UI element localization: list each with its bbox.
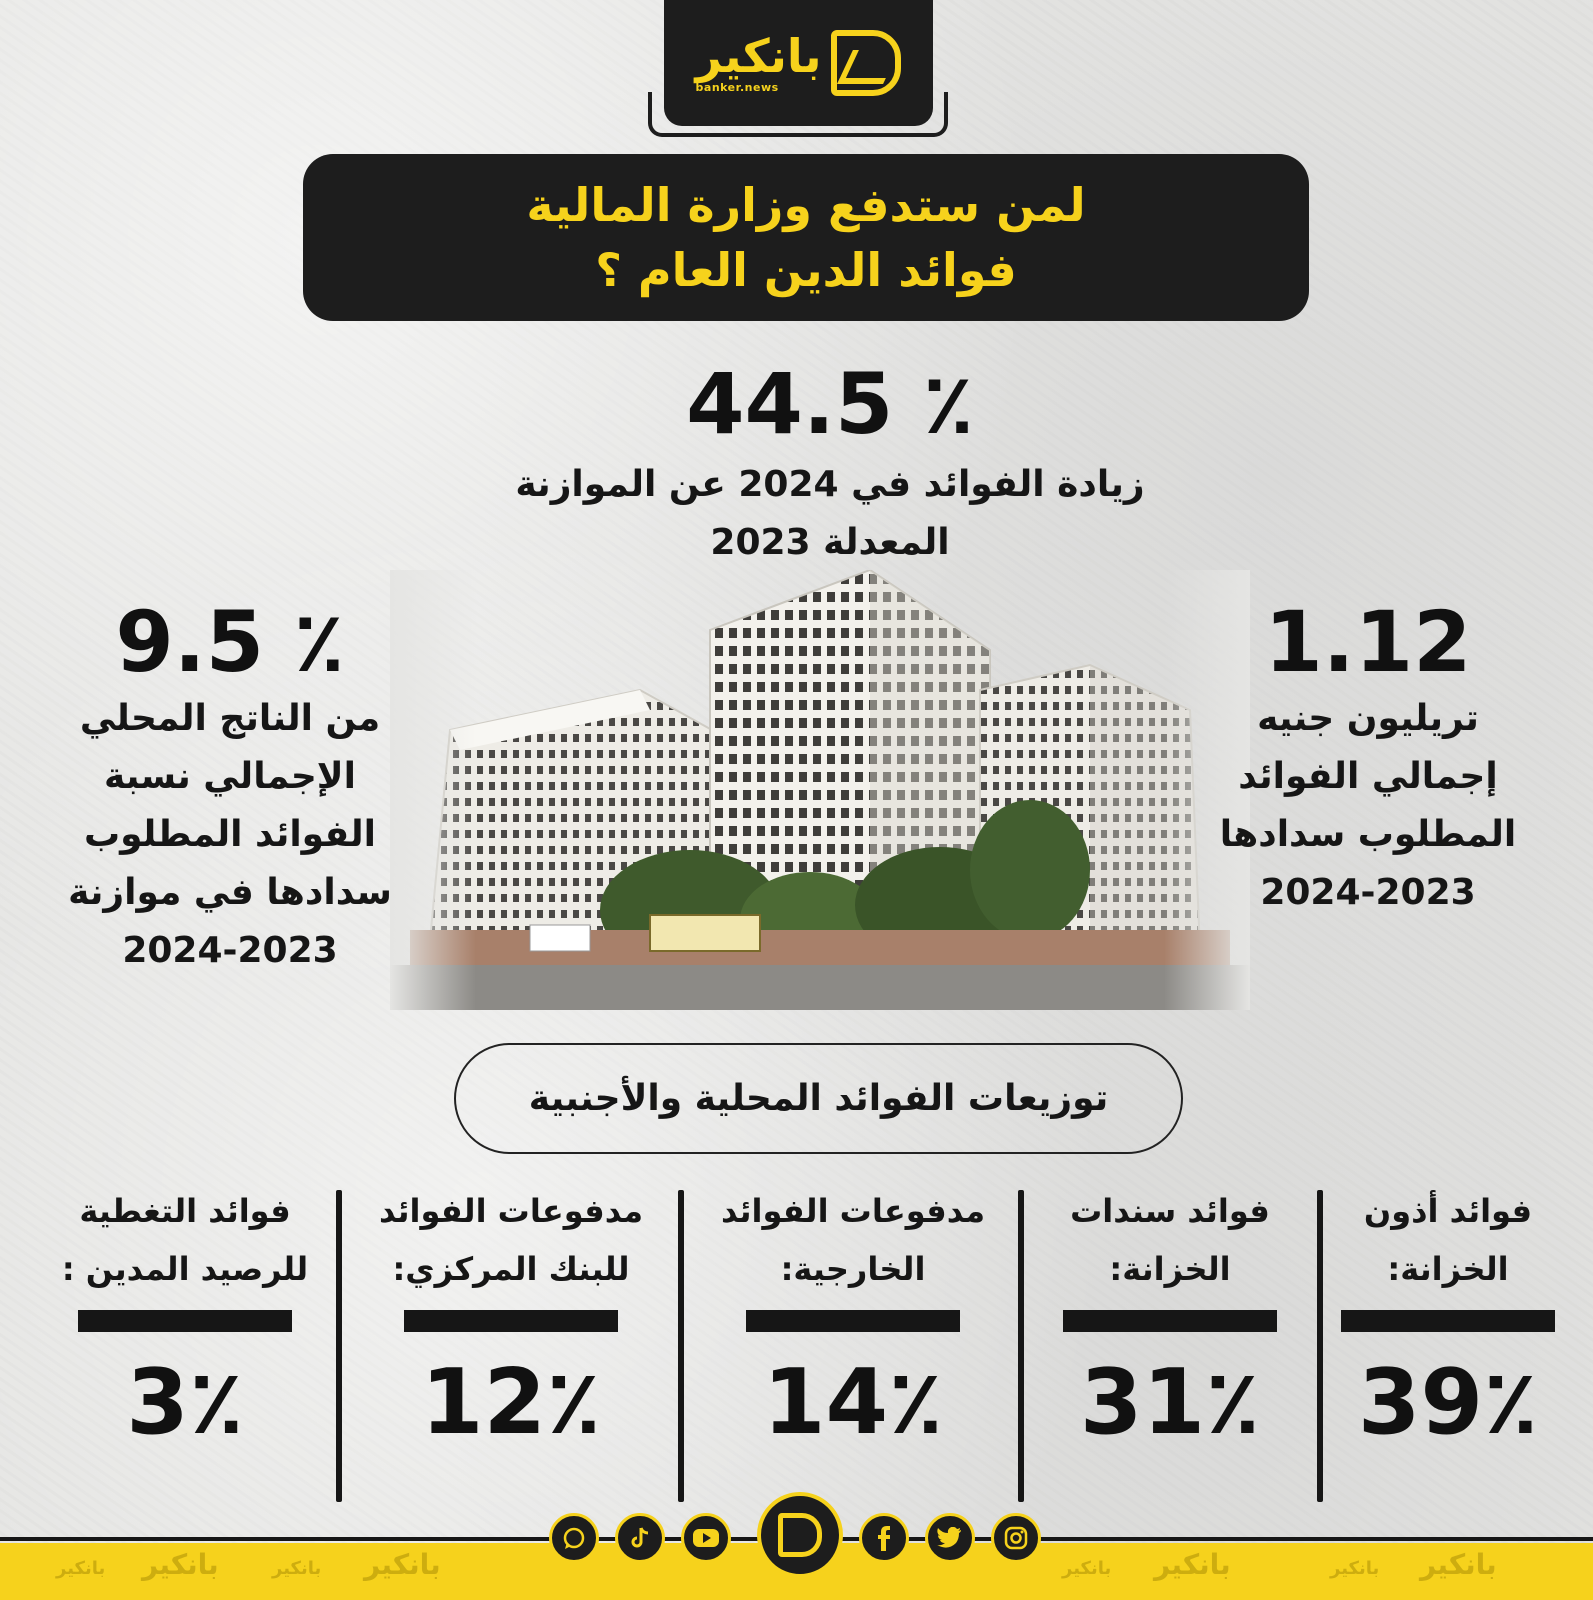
footer-watermark-logo: بانكير (1062, 1558, 1112, 1579)
distribution-item-treasury-bonds (1036, 1182, 1304, 1455)
tiktok-icon[interactable] (615, 1513, 665, 1563)
distribution-item-label-line-2: الخارجية: (780, 1250, 926, 1288)
distribution-item-label-line-2: للرصيد المدين : (61, 1250, 309, 1288)
brand-badge-icon[interactable] (757, 1492, 843, 1578)
distribution-item-label-line-2: الخزانة: (1109, 1250, 1231, 1288)
distribution-item-label (40, 1182, 330, 1298)
whatsapp-glyph (561, 1525, 587, 1551)
facebook-glyph (876, 1525, 892, 1551)
brand-name: بانكير (695, 28, 822, 83)
ministry-building-image (390, 570, 1250, 1010)
distribution-item-bar (1063, 1310, 1277, 1332)
stat-total-interest-line-2: إجمالي الفوائد (1238, 756, 1498, 797)
distribution-item-value: 3٪ (126, 1350, 244, 1455)
twitter-glyph (937, 1527, 963, 1549)
brand-mark-icon (831, 30, 901, 96)
instagram-icon[interactable] (991, 1513, 1041, 1563)
distribution-heading: توزيعات الفوائد المحلية والأجنبية (454, 1043, 1183, 1154)
distribution-item-bar (404, 1310, 618, 1332)
stat-gdp-share (30, 593, 430, 980)
title-line-2: فوائد الدين العام ؟ (595, 242, 1017, 297)
distribution-item-label-line-2: الخزانة: (1387, 1250, 1509, 1288)
distribution-item-label (356, 1182, 666, 1298)
distribution-item-value: 12٪ (420, 1350, 602, 1455)
tiktok-glyph (628, 1525, 652, 1551)
stat-gdp-share-value: 9.5 ٪ (115, 593, 345, 691)
stat-interest-increase-line-2: المعدلة 2023 (710, 522, 950, 563)
distribution-item-value: 31٪ (1079, 1350, 1261, 1455)
column-divider (1317, 1190, 1323, 1502)
footer-watermark-logo: بانكير (56, 1558, 106, 1579)
distribution-item-label (1036, 1182, 1304, 1298)
footer-watermark-logo: بانكير (272, 1558, 322, 1579)
brand-domain: banker.news (695, 80, 779, 94)
distribution-item-bar (746, 1310, 960, 1332)
footer-watermark-logo: بانكير (364, 1548, 441, 1581)
stat-total-interest-line-3: المطلوب سدادها (1219, 814, 1517, 855)
distribution-item-central-bank (356, 1182, 666, 1455)
stat-interest-increase (480, 355, 1180, 572)
brand-badge-mark (778, 1513, 822, 1557)
distribution-item-value: 14٪ (762, 1350, 944, 1455)
stat-gdp-share-line-5: 2024-2023 (122, 930, 338, 971)
distribution-item-value: 39٪ (1357, 1350, 1539, 1455)
distribution-item-overdraft-coverage (40, 1182, 330, 1455)
footer-watermark-logo: بانكير (1420, 1548, 1497, 1581)
distribution-item-label-line-2: للبنك المركزي: (392, 1250, 630, 1288)
youtube-glyph (692, 1527, 720, 1549)
distribution-item-label-line-1: فوائد أذون (1363, 1192, 1533, 1230)
footer-watermark-logo: بانكير (142, 1548, 219, 1581)
footer-watermark-logo: بانكير (1154, 1548, 1231, 1581)
distribution-item-label (1328, 1182, 1568, 1298)
brand-logo[interactable] (664, 0, 933, 126)
facebook-icon[interactable] (859, 1513, 909, 1563)
whatsapp-icon[interactable] (549, 1513, 599, 1563)
distribution-item-label-line-1: مدفوعات الفوائد (720, 1192, 986, 1230)
column-divider (1018, 1190, 1024, 1502)
stat-gdp-share-line-4: سدادها في موازنة (68, 872, 392, 913)
title-line-1: لمن ستدفع وزارة المالية (526, 178, 1086, 233)
distribution-item-bar (1341, 1310, 1555, 1332)
stat-gdp-share-line-3: الفوائد المطلوب (83, 814, 377, 855)
title-banner (303, 154, 1309, 321)
stat-total-interest (1168, 593, 1568, 922)
column-divider (336, 1190, 342, 1502)
distribution-item-treasury-bills (1328, 1182, 1568, 1455)
distribution-item-bar (78, 1310, 292, 1332)
distribution-item-label (700, 1182, 1006, 1298)
brand-wordmark (695, 28, 822, 94)
stat-total-interest-value: 1.12 (1264, 593, 1472, 691)
distribution-item-label-line-1: مدفوعات الفوائد (378, 1192, 644, 1230)
distribution-item-label-line-1: فوائد التغطية (79, 1192, 291, 1230)
distribution-item-label-line-1: فوائد سندات (1070, 1192, 1270, 1230)
stat-interest-increase-line-1: زيادة الفوائد في 2024 عن الموازنة (515, 464, 1145, 505)
stat-gdp-share-line-1: من الناتج المحلي (79, 698, 381, 739)
twitter-icon[interactable] (925, 1513, 975, 1563)
stat-gdp-share-line-2: الإجمالي نسبة (104, 756, 356, 797)
stat-total-interest-line-1: تريليون جنيه (1257, 698, 1479, 739)
instagram-glyph (1003, 1525, 1029, 1551)
distribution-item-external-payments (700, 1182, 1006, 1455)
column-divider (678, 1190, 684, 1502)
youtube-icon[interactable] (681, 1513, 731, 1563)
footer-watermark-logo: بانكير (1330, 1558, 1380, 1579)
stat-total-interest-line-4: 2024-2023 (1260, 872, 1476, 913)
stat-interest-increase-value: 44.5 ٪ (686, 355, 974, 453)
